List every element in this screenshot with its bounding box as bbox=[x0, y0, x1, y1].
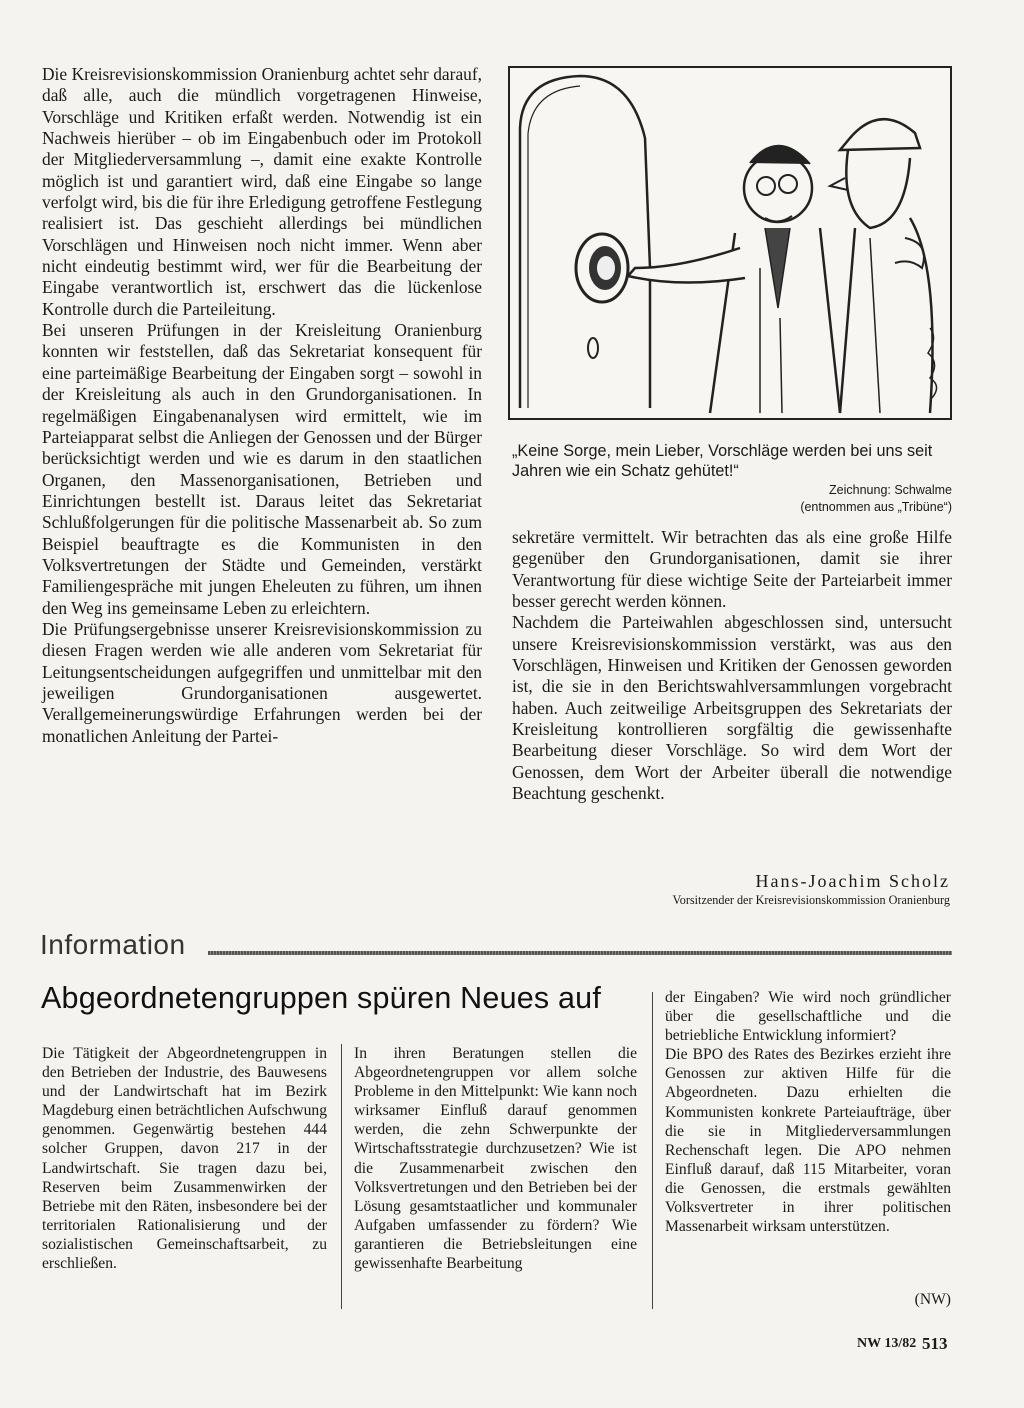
cartoon-caption: „Keine Sorge, mein Lieber, Vorschläge werden bei uns seit Jahren wie ein Schatz gehütet!“ bbox=[512, 442, 933, 480]
article-paragraph: Die Prüfungsergebnisse unserer Kreisrevisionskommission zu diesen Fragen werden wie alle anderen vom Sekretariat für Leitungsentscheidungen aufgegriffen und unmittelbar mit den jeweiligen Grundorganisationen ausgewertet. Verallgemeinerungswürdige Erfahrungen werden bei der monatlichen Anleitung der Partei- bbox=[42, 618, 482, 746]
news-paragraph: der Eingaben? Wie wird noch gründlicher über die gesellschaftliche und die betriebliche Entwicklung informiert? bbox=[665, 989, 951, 1045]
column-divider bbox=[341, 1044, 342, 1309]
cartoon-illustration bbox=[508, 66, 952, 420]
news-headline: Abgeordnetengruppen spüren Neues auf bbox=[41, 981, 602, 1015]
author-role: Vorsitzender der Kreisrevisionskommission Oranienburg bbox=[672, 893, 950, 907]
section-label: Information bbox=[40, 929, 186, 960]
page-number: 513 bbox=[922, 1334, 948, 1353]
section-divider bbox=[208, 951, 952, 955]
news-signature: (NW) bbox=[914, 1291, 951, 1308]
news-paragraph: Die BPO des Rates des Bezirkes erzieht ihre Genossen zur aktiven Hilfe für die Abgeordneten. Dazu erhielten die Kommunisten konkrete Parteiaufträge, über die sie in Mitgliederversammlungen Rechenschaft legen. Die APO nehmen Einfluß darauf, daß 115 Mitarbeiter, voran die Genossen, die erstmals gewählten Volksvertreter in ihrer politischen Massenarbeit wirksam unterstützen. bbox=[665, 1046, 951, 1236]
news-paragraph: In ihren Beratungen stellen die Abgeordnetengruppen vor allem solche Probleme in den Mittelpunkt: Wie kann noch wirksamer Einfluß darauf genommen werden, die zehn Schwerpunkte der Wirtschaftsstrategie durchzusetzen? Wie ist die Zusammenarbeit zwischen den Volksvertretungen und den Betrieben bei der Lösung gesamtstaatlicher und kommunaler Aufgaben umfassender zu fördern? Wie garantieren die Betriebsleitungen eine gewissenhafte Bearbeitung bbox=[354, 1045, 637, 1273]
issue-number: NW 13/82 bbox=[857, 1336, 917, 1351]
author-name: Hans-Joachim Scholz bbox=[755, 871, 950, 891]
article-paragraph: Die Kreisrevisionskommission Oranienburg achtet sehr darauf, daß alle, auch die mündlich vorgetragenen Hinweise, Vorschläge und Kritiken erfaßt werden. Notwendig ist ein Nachweis hierüber – ob im Eingabenbuch oder im Protokoll der Mitgliederversammlung –, damit eine exakte Kontrolle möglich ist und garantiert wird, daß eine Eingabe so lange verfolgt wird, bis die für ihre Erledigung getroffene Festlegung realisiert ist. Das geschieht allerdings bei mündlichen Vorschlägen und Hinweisen noch nicht immer. Wenn aber nicht eindeutig bestimmt wird, wer für die Bearbeitung der Eingabe verantwortlich ist, erschwert das die lückenlose Kontrolle durch die Parteileitung. bbox=[42, 64, 482, 319]
news-column-1 bbox=[42, 1044, 327, 1273]
news-column-3 bbox=[665, 988, 951, 1236]
news-paragraph: Die Tätigkeit der Abgeordnetengruppen in den Betrieben der Industrie, des Bauwesens und der Landwirtschaft hat im Bezirk Magdeburg einen beträchtlichen Aufschwung genommen. Gegenwärtig bestehen 444 solcher Gruppen, davon 217 in der Landwirtschaft. Sie tragen dazu bei, Reserven beim Zusammenwirken der Betriebe mit den Räten, insbesondere bei der territorialen Rationalisierung und der sozialistischen Gemeinschaftsarbeit, zu erschließen. bbox=[42, 1045, 327, 1273]
article-paragraph: Bei unseren Prüfungen in der Kreisleitung Oranienburg konnten wir feststellen, daß das Sekretariat konsequent für eine parteimäßige Bearbeitung der Eingaben sorgt – sowohl in der Kreisleitung als auch in den Grundorganisationen. In regelmäßigen Eingabenanalysen wird ermittelt, wie im Parteiapparat selbst die Anliegen der Genossen und der Bürger berücksichtigt werden und wie es darum in den staatlichen Organen, den Massenorganisationen, Betrieben und Einrichtungen bestellt ist. Daraus leitet das Sekretariat Schlußfolgerungen für die politische Massenarbeit ab. So zum Beispiel beauftragte es die Kommunisten in den Volksvertretungen der Städte und Gemeinden, verstärkt Familiengespräche mit jungen Eheleuten zu führen, um ihnen den Weg ins gemeinsame Leben zu erleichtern. bbox=[42, 320, 482, 618]
article-paragraph: sekretäre vermittelt. Wir betrachten das als eine große Hilfe gegenüber den Grundorganisationen, damit sie ihrer Verantwortung für diese wichtige Seite der Parteiarbeit immer besser gerecht werden können. bbox=[512, 527, 952, 612]
cartoon-credit bbox=[800, 482, 952, 516]
article-column-left bbox=[42, 64, 482, 747]
cartoon-drawing bbox=[510, 68, 950, 418]
credit-line: Zeichnung: Schwalme bbox=[829, 483, 952, 497]
news-column-2 bbox=[354, 1044, 637, 1273]
article-column-right bbox=[512, 527, 952, 804]
credit-line: (entnommen aus „Tribüne“) bbox=[800, 500, 952, 514]
article-paragraph: Nachdem die Parteiwahlen abgeschlossen sind, untersucht unsere Kreisrevisionskommission verstärkt, was aus den Vorschlägen, Hinweisen und Kritiken der Genossen geworden ist, die sie in den Berichtswahlversammlungen vorgebracht haben. Auch zeitweilige Arbeitsgruppen des Sekretariats der Kreisleitung kontrollieren sorgfältig die gewissenhafte Bearbeitung dieser Vorschläge. So wird dem Wort der Genossen, dem Wort der Arbeiter überall die notwendige Beachtung geschenkt. bbox=[512, 612, 952, 804]
column-divider bbox=[652, 992, 653, 1309]
